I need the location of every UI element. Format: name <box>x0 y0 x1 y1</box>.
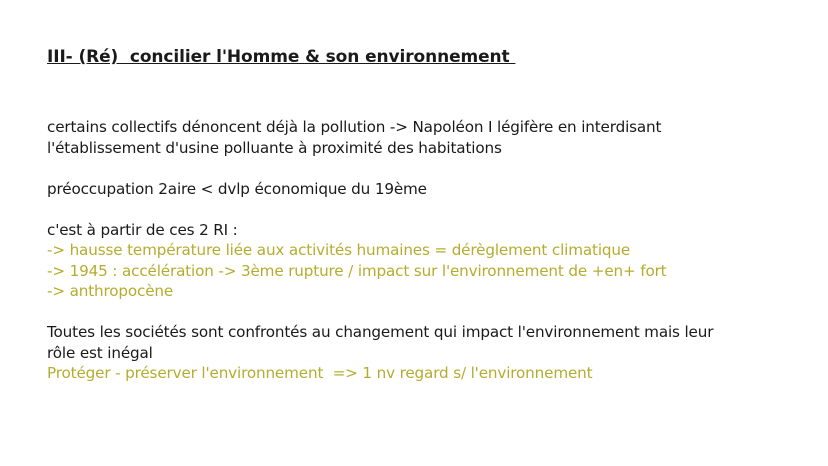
paragraph-preoccupation: préoccupation 2aire < dvlp économique du 19ème <box>47 179 427 198</box>
slide-title: III- (Ré) concilier l'Homme & son environnement <box>47 47 516 67</box>
slide-body <box>47 117 787 384</box>
paragraph-pollution-line1: certains collectifs dénoncent déjà la pollution -> Napoléon I légifère en interdisant <box>47 118 662 136</box>
list-item-anthropocene: -> anthropocène <box>47 282 174 300</box>
paragraph-societies-line2: rôle est inégal <box>47 343 153 362</box>
paragraph-pollution-line2: l'établissement d'usine polluante à proximité des habitations <box>47 138 502 157</box>
paragraph-societies-line1: Toutes les sociétés sont confrontés au changement qui impact l'environnement mais leur <box>47 323 714 341</box>
list-item-climate: -> hausse température liée aux activités humaines = dérèglement climatique <box>47 241 631 259</box>
list-item-1945: -> 1945 : accélération -> 3ème rupture / impact sur l'environnement de +en+ fort <box>47 261 667 280</box>
paragraph-protect: Protéger - préserver l'environnement => 1 nv regard s/ l'environnement <box>47 364 593 382</box>
paragraph-ri-intro: c'est à partir de ces 2 RI : <box>47 220 238 239</box>
